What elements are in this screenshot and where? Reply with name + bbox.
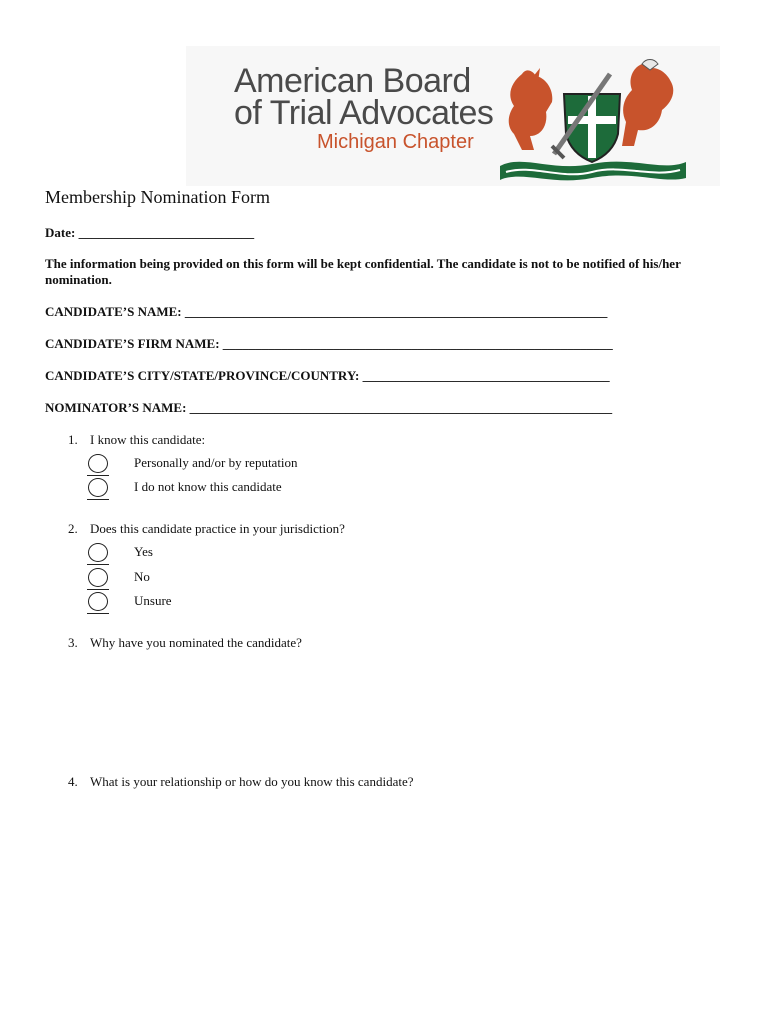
candidate-firm-field[interactable]: CANDIDATE’S FIRM NAME: ____________________________________________________________ <box>45 336 613 351</box>
option-label: Personally and/or by reputation <box>134 455 298 470</box>
confidentiality-notice: The information being provided on this form will be kept confidential. The candidate is not to be notified of his/her nomination. <box>45 256 681 287</box>
question-2 <box>68 521 345 537</box>
logo-text-line1: American Board <box>234 62 471 100</box>
question-text: Why have you nominated the candidate? <box>90 635 302 650</box>
candidate-name-field[interactable]: CANDIDATE’S NAME: _________________________________________________________________ <box>45 304 608 319</box>
logo-text-line2: of Trial Advocates <box>234 94 494 132</box>
option-label: Yes <box>134 544 153 559</box>
option-label: Unsure <box>134 593 172 608</box>
nominator-name-field[interactable]: NOMINATOR’S NAME: _________________________________________________________________ <box>45 400 613 415</box>
option-do-not-know[interactable] <box>88 476 282 498</box>
radio-button-icon[interactable] <box>88 454 108 473</box>
question-text: What is your relationship or how do you know this candidate? <box>90 774 414 789</box>
question-number: 1. <box>68 432 78 447</box>
candidate-location-field[interactable]: CANDIDATE’S CITY/STATE/PROVINCE/COUNTRY: ______________________________________ <box>45 368 610 383</box>
question-text: I know this candidate: <box>90 432 206 447</box>
option-yes[interactable] <box>88 541 153 563</box>
form-title: Membership Nomination Form <box>45 187 270 207</box>
chapter-logo <box>186 46 720 186</box>
radio-button-icon[interactable] <box>88 592 108 611</box>
radio-button-icon[interactable] <box>88 568 108 587</box>
question-text: Does this candidate practice in your jurisdiction? <box>90 521 345 536</box>
option-label: I do not know this candidate <box>134 479 282 494</box>
question-number: 3. <box>68 635 78 650</box>
crest-icon <box>492 54 692 184</box>
question-3 <box>68 635 302 651</box>
radio-button-icon[interactable] <box>88 543 108 562</box>
option-personally[interactable] <box>88 452 298 474</box>
question-1 <box>68 432 205 448</box>
radio-button-icon[interactable] <box>88 478 108 497</box>
option-no[interactable] <box>88 566 150 588</box>
option-label: No <box>134 569 150 584</box>
option-unsure[interactable] <box>88 590 172 612</box>
question-number: 4. <box>68 774 78 789</box>
question-4 <box>68 774 414 790</box>
logo-text-chapter: Michigan Chapter <box>317 131 474 153</box>
question-number: 2. <box>68 521 78 536</box>
date-field[interactable]: Date: ___________________________ <box>45 225 255 240</box>
